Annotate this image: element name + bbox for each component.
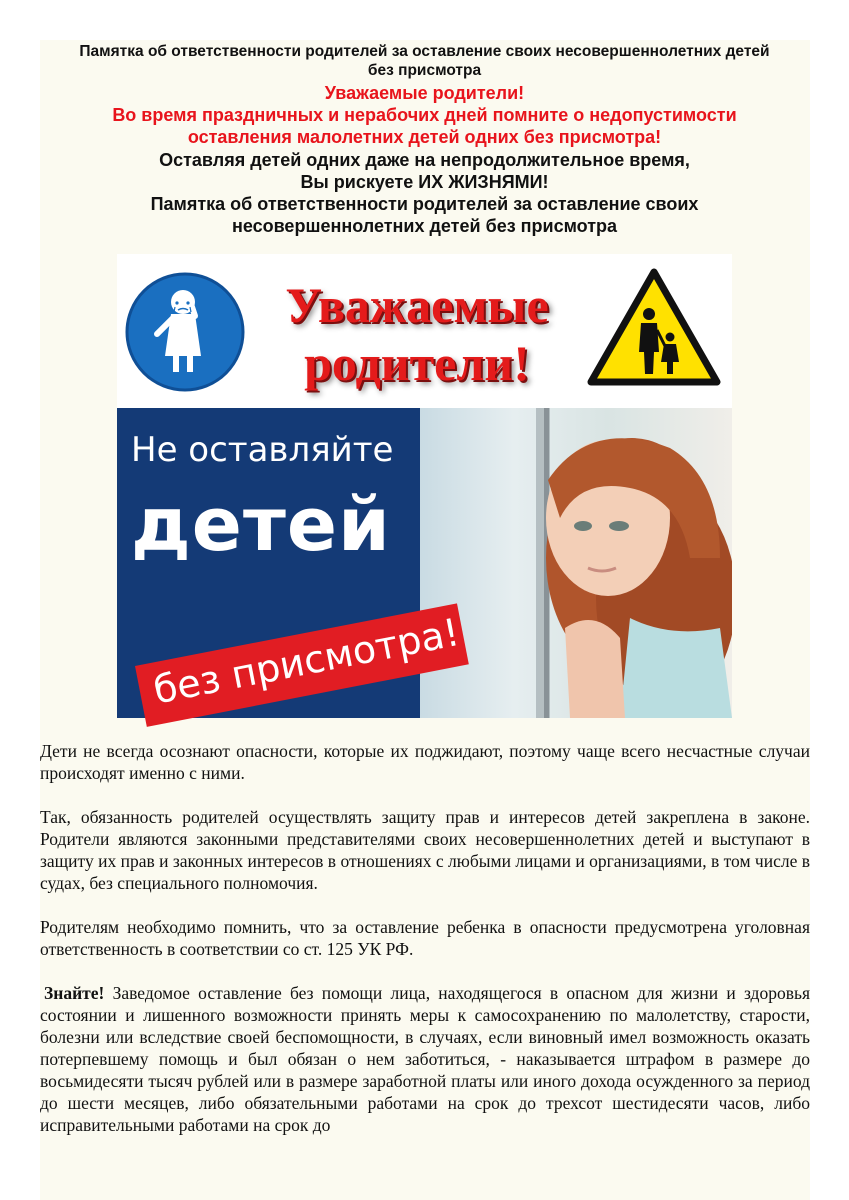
risk-line-1: Оставляя детей одних даже на непродолжительное время, (159, 150, 690, 170)
paragraph-criminal-liability: Родителям необходимо помнить, что за оставление ребенка в опасности предусмотрена уголовная ответственность в соответствии со ст. 125 УК РФ. (40, 917, 810, 959)
strip-text: без присмотра! (149, 609, 463, 713)
memo-subtitle-line-2: несовершеннолетних детей без присмотра (231, 216, 618, 236)
greeting-heading: Уважаемые родители! (324, 83, 525, 103)
warning-line-1: Во время праздничных и нерабочих дней помните о недопустимости (112, 105, 737, 125)
banner-header (117, 254, 732, 408)
document-title-line-2: без присмотра (367, 62, 482, 79)
know-lead: Знайте! (44, 983, 105, 1003)
know-text: Заведомое оставление без помощи лица, находящегося в опасном для жизни и здоровья состоянии и лишенного возможности принять меры к самосохранению по малолетству, старости, болезни или вследствие своей беспомощности, в случаях, если виновный имел возможность оказать потерпевшему помощь и был обязан о нем заботиться, - наказывается штрафом в размере до восьмидесяти тысяч рублей или в размере заработной платы или иного дохода осужденного за период до шести месяцев, либо обязательными работами на срок до трехсот шестидесяти часов, либо исправительными работами на срок до (40, 983, 810, 1135)
banner-text-dont-leave: Не оставляйте (131, 430, 394, 470)
crying-child-icon (127, 274, 243, 390)
memo-subtitle-line-1: Памятка об ответственности родителей за оставление своих (150, 194, 699, 214)
risk-line-2: Вы рискуете ИХ ЖИЗНЯМИ! (300, 172, 549, 192)
document-title-line-1: Памятка об ответственности родителей за оставление своих несовершеннолетних детей (79, 43, 770, 60)
paragraph-parental-duty: Так, обязанность родителей осуществлять защиту прав и интересов детей закреплена в законе. Родители являются законными представителями своих несовершеннолетних детей и выступают в защиту их прав и законных интересов в отношениях с любыми лицами и организациями, в том числе в судах, без специального полномочия. (40, 807, 810, 893)
banner-greeting-line-2: родители! (304, 335, 530, 391)
paragraph-know (40, 982, 810, 1136)
warning-triangle-icon (591, 272, 717, 382)
banner-greeting-line-1: Уважаемые (285, 277, 549, 333)
banner-text-children: детей (131, 482, 391, 568)
child-photo-illustration (420, 408, 732, 718)
child-at-window-photo (420, 408, 732, 718)
paragraph-children-dangers: Дети не всегда осознают опасности, которые их поджидают, поэтому чаще всего несчастные случаи происходят именно с ними. (40, 741, 810, 783)
warning-line-2: оставления малолетних детей одних без присмотра! (187, 127, 662, 147)
